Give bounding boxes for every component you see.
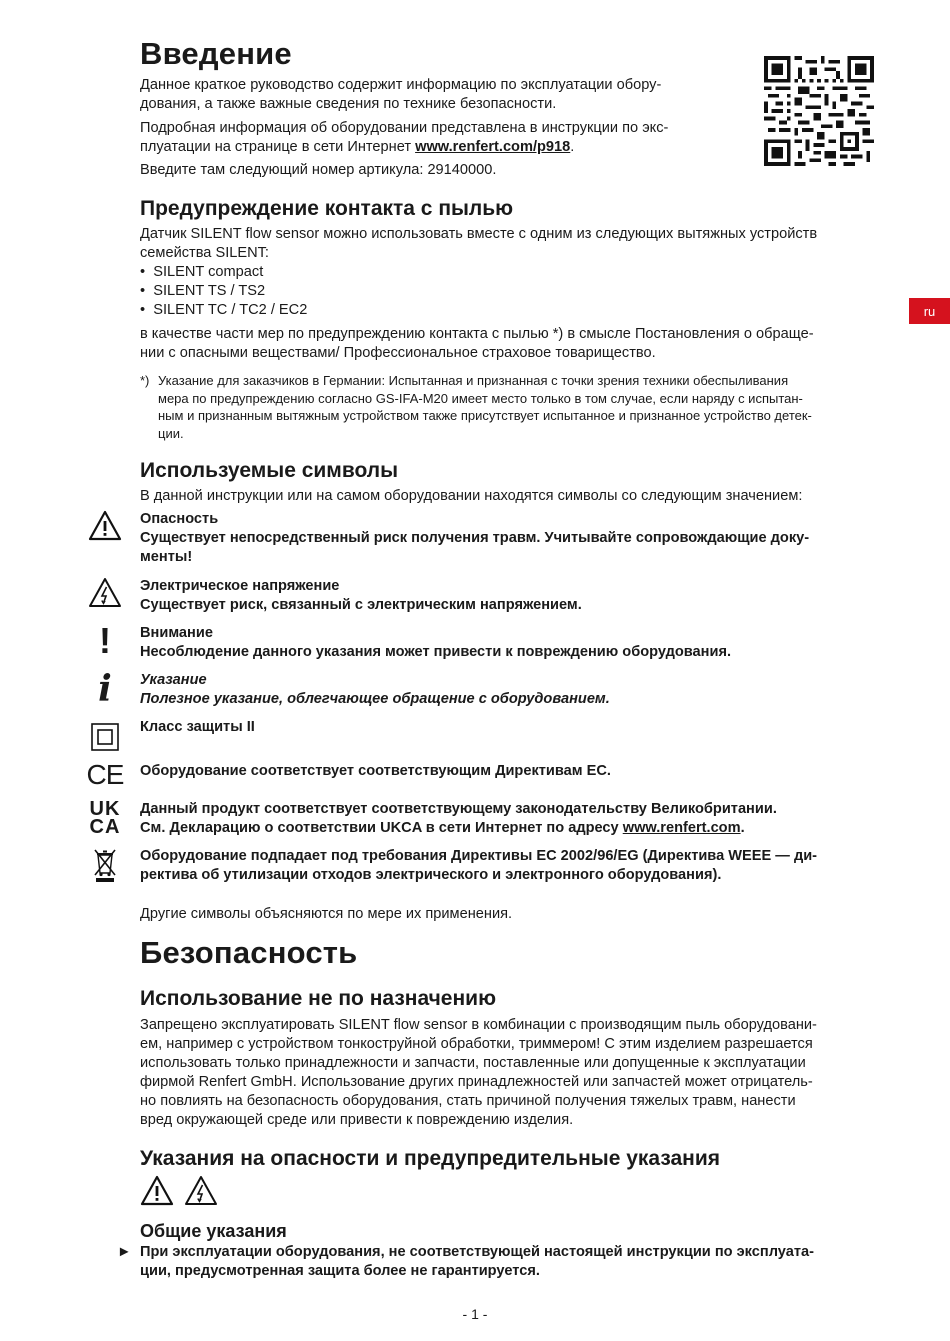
text-line: Данный продукт соответствует соответствующему законодательству Великобритании. [140, 801, 777, 817]
danger-symbol-text [140, 510, 809, 567]
page-number: - 1 - [462, 1306, 488, 1322]
misuse-paragraph [140, 1016, 817, 1130]
warning-triangle-icon [140, 1175, 174, 1212]
text-line: Полезное указание, облегчающее обращение с оборудованием. [140, 691, 610, 707]
note-symbol-text [140, 671, 610, 709]
text-line: менты! [140, 549, 193, 565]
text-line: ным и признанным вытяжным устройством также присутствует испытанное и признанное устройство детек- [158, 408, 812, 423]
bullet: • [140, 302, 146, 318]
ce-mark-icon: CE [86, 759, 124, 790]
text-line: семейства SILENT: [140, 245, 269, 261]
text-line: Запрещено эксплуатировать SILENT flow sensor в комбинации с производящим пыль оборудовани- [140, 1017, 817, 1033]
ukca-symbol-text [140, 800, 777, 838]
text-fragment: . [570, 139, 575, 155]
intro-title: Введение [140, 36, 292, 71]
text-fragment: . [740, 820, 745, 836]
symbols-intro: В данной инструкции или на самом оборудовании находятся символы со следующим значением: [140, 488, 803, 504]
dust-paragraph-2 [140, 325, 814, 363]
text-line [140, 138, 668, 157]
text-line: Оборудование подпадает под требования Директивы ЕС 2002/96/EG (Директива WEEE — ди- [140, 848, 818, 864]
manual-link[interactable]: www.renfert.com/p918 [415, 139, 571, 155]
text-line: Подробная информация об оборудовании представлена в инструкции по экс- [140, 120, 669, 136]
text-line: Данное краткое руководство содержит информацию по эксплуатации обору- [140, 77, 662, 93]
qr-code-icon[interactable] [764, 56, 874, 166]
list-item [140, 263, 817, 282]
text-line: Несоблюдение данного указания может привести к повреждению оборудования. [140, 644, 732, 660]
footnote [158, 372, 812, 442]
intro-paragraph-2 [140, 119, 668, 157]
weee-symbol-text [140, 847, 817, 885]
other-symbols-text: Другие символы объясняются по мере их применения. [140, 906, 513, 922]
text-line: использовать только принадлежности и запчасти, поставленные или допущенные к эксплуатации [140, 1055, 806, 1071]
ukca-mark-bottom: CA [89, 816, 121, 838]
symbols-section-title: Используемые символы [140, 459, 399, 482]
symbol-title: Опасность [140, 511, 219, 527]
text-line: дования, а также важные сведения по технике безопасности. [140, 96, 557, 112]
electric-voltage-icon [88, 577, 122, 609]
list-item [140, 282, 817, 301]
text-line: ем, например с устройством тонкоструйной обработки, триммером! С этим изделием разрешается [140, 1036, 813, 1052]
text-line: ции. [158, 425, 184, 441]
text-line: в качестве части мер по предупреждению контакта с пылью *) в смысле Постановления о обраще- [140, 326, 814, 342]
misuse-section-title: Использование не по назначению [140, 987, 497, 1010]
warnings-section-title: Указания на опасности и предупредительные указания [140, 1147, 721, 1170]
text-line: фирмой Renfert GmbH. Использование других принадлежностей или запчастей может отрицатель- [140, 1074, 813, 1090]
list-item-text: SILENT TS / TS2 [153, 283, 266, 299]
text-line [140, 819, 777, 838]
symbol-title: Электрическое напряжение [140, 578, 340, 594]
electric-voltage-icon [184, 1175, 218, 1212]
symbol-title: Указание [140, 672, 207, 688]
dust-paragraph [140, 225, 817, 320]
arrow-icon: ► [117, 1244, 132, 1260]
ukca-link[interactable]: www.renfert.com [622, 820, 741, 836]
general-notes-text [140, 1243, 814, 1281]
ukca-mark-top: UK [89, 798, 121, 820]
text-line: вред окружающей среде или привести к повреждению изделия. [140, 1112, 574, 1128]
list-item-text: SILENT TC / TC2 / EC2 [153, 302, 308, 318]
safety-title: Безопасность [140, 935, 358, 970]
bullet: • [140, 283, 146, 299]
footnote-mark: *) [140, 373, 150, 388]
warning-triangle-icon [88, 510, 122, 542]
ce-symbol-text: Оборудование соответствует соответствующим Директивам ЕС. [140, 763, 611, 779]
language-tab[interactable]: ru [909, 298, 950, 324]
info-icon: i [98, 668, 112, 710]
text-line: мера по предупреждению согласно GS-IFA-M20 имеет место только в том случае, если наряду с испытан- [158, 390, 803, 406]
exclamation-icon: ! [99, 620, 111, 661]
text-line: Датчик SILENT flow sensor можно использовать вместе с одним из следующих вытяжных устройств [140, 226, 818, 242]
text-line: но повлиять на безопасность оборудования, стать причиной получения тяжелых травм, нанести [140, 1093, 796, 1109]
intro-paragraph-1 [140, 76, 661, 114]
weee-bin-icon [88, 847, 122, 883]
text-line: Существует риск, связанный с электрическим напряжением. [140, 597, 582, 613]
text-line: ции, предусмотренная защита более не гарантируется. [140, 1263, 540, 1279]
general-notes-title: Общие указания [140, 1221, 287, 1241]
text-line: При эксплуатации оборудования, не соответствующей настоящей инструкции по эксплуата- [140, 1244, 814, 1260]
protection-class-ii-icon [88, 722, 122, 752]
list-item [140, 301, 817, 320]
dust-section-title: Предупреждение контакта с пылью [140, 197, 514, 220]
ukca-mark-icon [88, 800, 122, 836]
list-item-text: SILENT compact [153, 264, 264, 280]
text-line: Указание для заказчиков в Германии: Испытанная и признанная с точки зрения техники обеспыливания [158, 373, 789, 388]
text-fragment: плуатации на странице в сети Интернет [140, 139, 416, 155]
text-line: ректива об утилизации отходов электрического и электронного оборудования). [140, 867, 722, 883]
text-line: Существует непосредственный риск получения травм. Учитывайте сопровождающие доку- [140, 530, 810, 546]
text-fragment: См. Декларацию о соответствии UKCA в сети Интернет по адресу [140, 820, 623, 836]
electric-symbol-text [140, 577, 582, 615]
article-number-text: Введите там следующий номер артикула: 29140000. [140, 162, 497, 178]
text-line: нии с опасными веществами/ Профессиональное страховое товарищество. [140, 345, 656, 361]
attention-symbol-text [140, 624, 731, 662]
bullet: • [140, 264, 146, 280]
class-ii-symbol-text: Класс защиты II [140, 719, 255, 735]
symbol-title: Внимание [140, 625, 213, 641]
